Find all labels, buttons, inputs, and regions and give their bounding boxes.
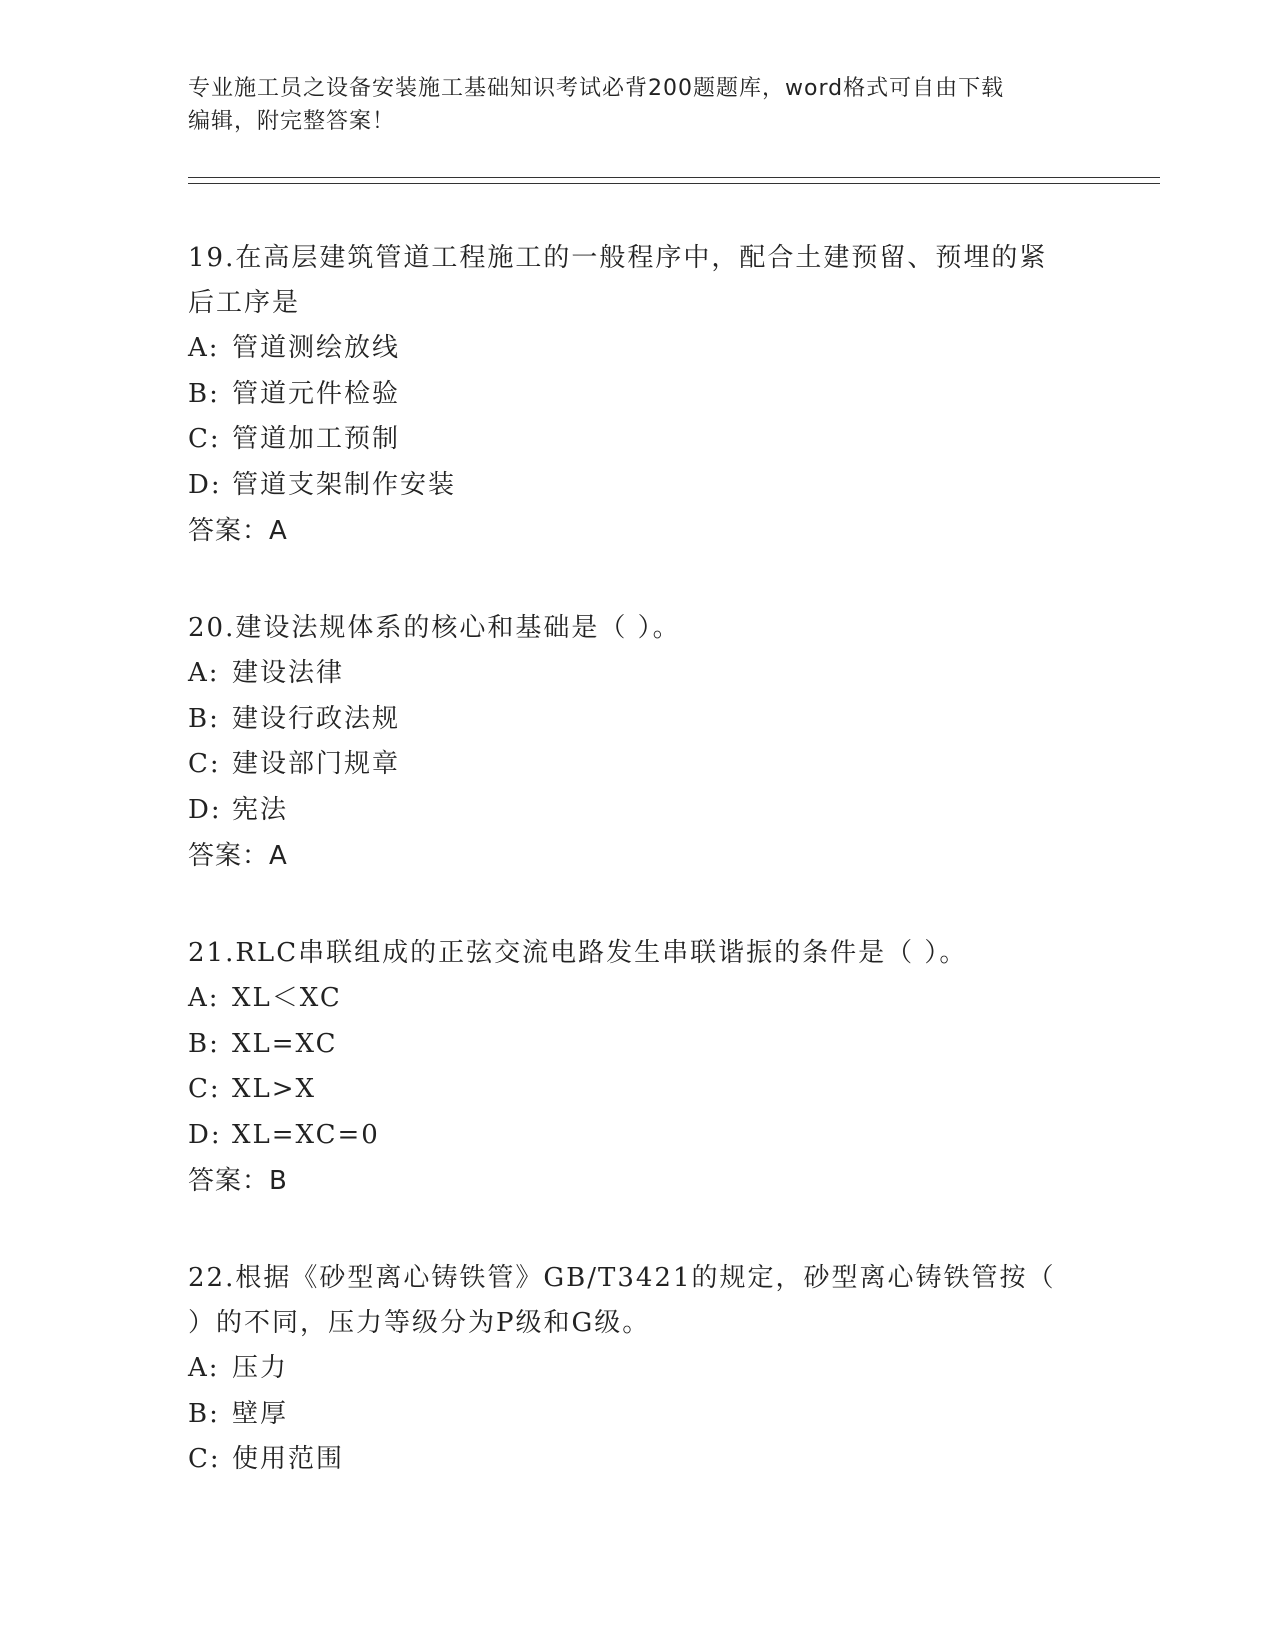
- header-line-1: 专业施工员之设备安装施工基础知识考试必背200题题库，word格式可自由下载: [188, 76, 1005, 101]
- option-d: [188, 463, 1088, 509]
- option-text: 压力: [232, 1353, 289, 1383]
- option-text: XL>X: [232, 1074, 317, 1104]
- option-letter: C:: [188, 424, 221, 454]
- question-text: [188, 1256, 1088, 1301]
- question-text: [188, 931, 1088, 976]
- option-text: XL＜XC: [232, 983, 342, 1013]
- question-22: [188, 1256, 1088, 1483]
- option-text: 建设行政法规: [232, 703, 401, 734]
- option-a: [188, 1346, 1088, 1392]
- option-letter: C:: [188, 749, 221, 779]
- header-line-2: 编辑，附完整答案！: [188, 109, 396, 134]
- option-letter: B:: [188, 1028, 220, 1059]
- option-letter: A:: [188, 658, 220, 688]
- option-text: 宪法: [232, 794, 289, 825]
- option-d: [188, 788, 1088, 834]
- option-letter: D:: [188, 794, 222, 825]
- option-letter: A:: [188, 983, 220, 1013]
- option-text: 管道加工预制: [232, 424, 401, 454]
- option-text: 管道测绘放线: [232, 333, 401, 363]
- option-letter: B:: [188, 378, 220, 409]
- question-list: [188, 236, 1088, 1535]
- question-number: 21.: [188, 938, 236, 968]
- question-21: [188, 931, 1088, 1204]
- option-a: [188, 651, 1088, 697]
- question-20: [188, 606, 1088, 879]
- question-text: [188, 236, 1088, 281]
- question-text-line-2: ）的不同，压力等级分为P级和G级。: [188, 1308, 651, 1338]
- option-letter: B:: [188, 703, 220, 734]
- question-number: 20.: [188, 613, 236, 643]
- answer-line: 答案：A: [188, 516, 288, 546]
- question-text-line-2: 后工序是: [188, 288, 301, 318]
- question-text-line-1: 在高层建筑管道工程施工的一般程序中，配合土建预留、预埋的紧: [235, 243, 1048, 273]
- option-d: [188, 1113, 1088, 1159]
- question-text-line-1: 建设法规体系的核心和基础是（ ）。: [235, 613, 681, 643]
- header-divider-top: [188, 177, 1160, 178]
- option-text: 使用范围: [232, 1444, 345, 1474]
- option-letter: D:: [188, 1119, 222, 1150]
- option-letter: B:: [188, 1398, 220, 1429]
- option-text: 建设法律: [232, 658, 345, 688]
- option-b: [188, 1022, 1088, 1068]
- option-text: 壁厚: [232, 1398, 289, 1429]
- answer-line: 答案：A: [188, 841, 288, 871]
- question-number: 22.: [188, 1263, 236, 1293]
- option-letter: A:: [188, 333, 220, 363]
- option-letter: C:: [188, 1444, 221, 1474]
- document-header: [188, 72, 1088, 138]
- option-letter: A:: [188, 1353, 220, 1383]
- question-number: 19.: [188, 243, 236, 273]
- option-b: [188, 1392, 1088, 1438]
- option-b: [188, 697, 1088, 743]
- option-c: [188, 1067, 1088, 1113]
- option-text: 管道元件检验: [232, 378, 401, 409]
- option-letter: C:: [188, 1074, 221, 1104]
- option-text: XL=XC=0: [232, 1119, 380, 1150]
- option-text: 建设部门规章: [232, 749, 401, 779]
- option-a: [188, 326, 1088, 372]
- question-text-line-1: RLC串联组成的正弦交流电路发生串联谐振的条件是（ ）。: [235, 938, 968, 968]
- option-letter: D:: [188, 469, 222, 500]
- question-text: [188, 606, 1088, 651]
- header-divider-bottom: [188, 183, 1160, 184]
- option-text: 管道支架制作安装: [232, 469, 457, 500]
- option-c: [188, 742, 1088, 788]
- question-text-line-1: 根据《砂型离心铸铁管》GB/T3421的规定，砂型离心铸铁管按（: [235, 1263, 1056, 1293]
- option-text: XL=XC: [232, 1028, 338, 1059]
- answer-line: 答案：B: [188, 1166, 288, 1196]
- option-b: [188, 372, 1088, 418]
- option-a: [188, 976, 1088, 1022]
- option-c: [188, 417, 1088, 463]
- question-19: [188, 236, 1088, 554]
- option-c: [188, 1437, 1088, 1483]
